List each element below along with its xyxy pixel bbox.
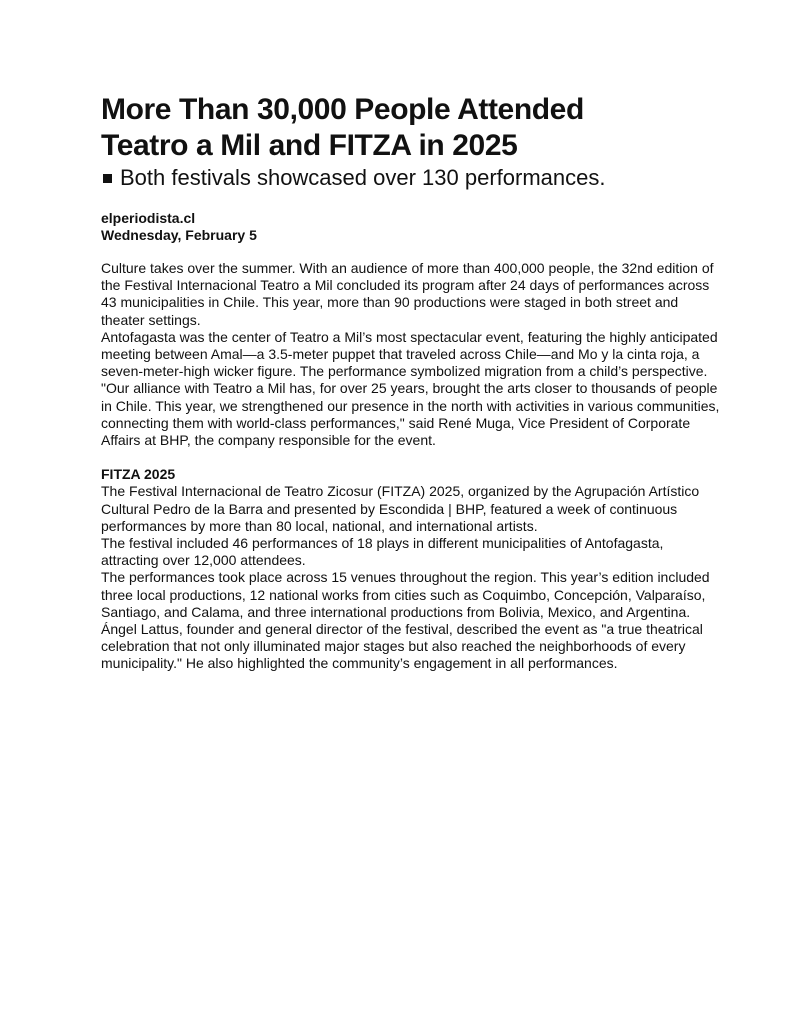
- square-bullet-icon: [103, 174, 112, 183]
- article-date: Wednesday, February 5: [101, 227, 257, 243]
- section-paragraph: The Festival Internacional de Teatro Zicosur (FITZA) 2025, organized by the Agrupación Artístico Cultural Pedro de la Barra and presented by Escondida | BHP, featured a week of continuous performances by more than 80 local, national, and international artists.: [101, 483, 700, 534]
- section-heading: FITZA 2025: [101, 466, 176, 483]
- section-paragraph: The performances took place across 15 venues throughout the region. This year’s edition included three local productions, 12 national works from cities such as Coquimbo, Concepción, Valparaíso, Santiago, and Calama, and three international productions from Bolivia, Mexico, and Argentina.: [101, 569, 710, 620]
- body-paragraph: Antofagasta was the center of Teatro a Mil’s most spectacular event, featuring the highly anticipated meeting between Amal—a 3.5-meter puppet that traveled across Chile—and Mo y la cinta roja, a seven-meter-high wicker figure. The performance symbolized migration from a child’s perspective.: [101, 328, 718, 380]
- section-paragraph: The festival included 46 performances of 18 plays in different municipalities of Antofagasta, attracting over 12,000 attendees.: [101, 535, 664, 569]
- article-subheadline: [101, 164, 720, 192]
- section-paragraph: Ángel Lattus, founder and general director of the festival, described the event as "a true theatrical celebration that not only illuminated major stages but also reached the neighborhoods of every municipality." He also highlighted the community’s engagement in all performances.: [101, 621, 703, 672]
- body-paragraph: Culture takes over the summer. With an audience of more than 400,000 people, the 32nd edition of the Festival Internacional Teatro a Mil concluded its program after 24 days of performances across 43 municipalities in Chile. This year, more than 90 productions were staged in both street and theater settings.: [101, 260, 714, 328]
- subheadline-text: Both festivals showcased over 130 performances.: [120, 165, 606, 190]
- article-headline: More Than 30,000 People Attended Teatro a Mil and FITZA in 2025: [101, 93, 584, 162]
- article-source: elperiodista.cl: [101, 210, 196, 226]
- section-body: [101, 483, 720, 672]
- article-body: [101, 260, 720, 449]
- article-meta: [101, 210, 720, 244]
- body-paragraph: "Our alliance with Teatro a Mil has, for over 25 years, brought the arts closer to thousands of people in Chile. This year, we strengthened our presence in the north with activities in various communities, connecting them with world-class performances," said René Muga, Vice President of Corporate Affairs at BHP, the company responsible for the event.: [101, 380, 720, 449]
